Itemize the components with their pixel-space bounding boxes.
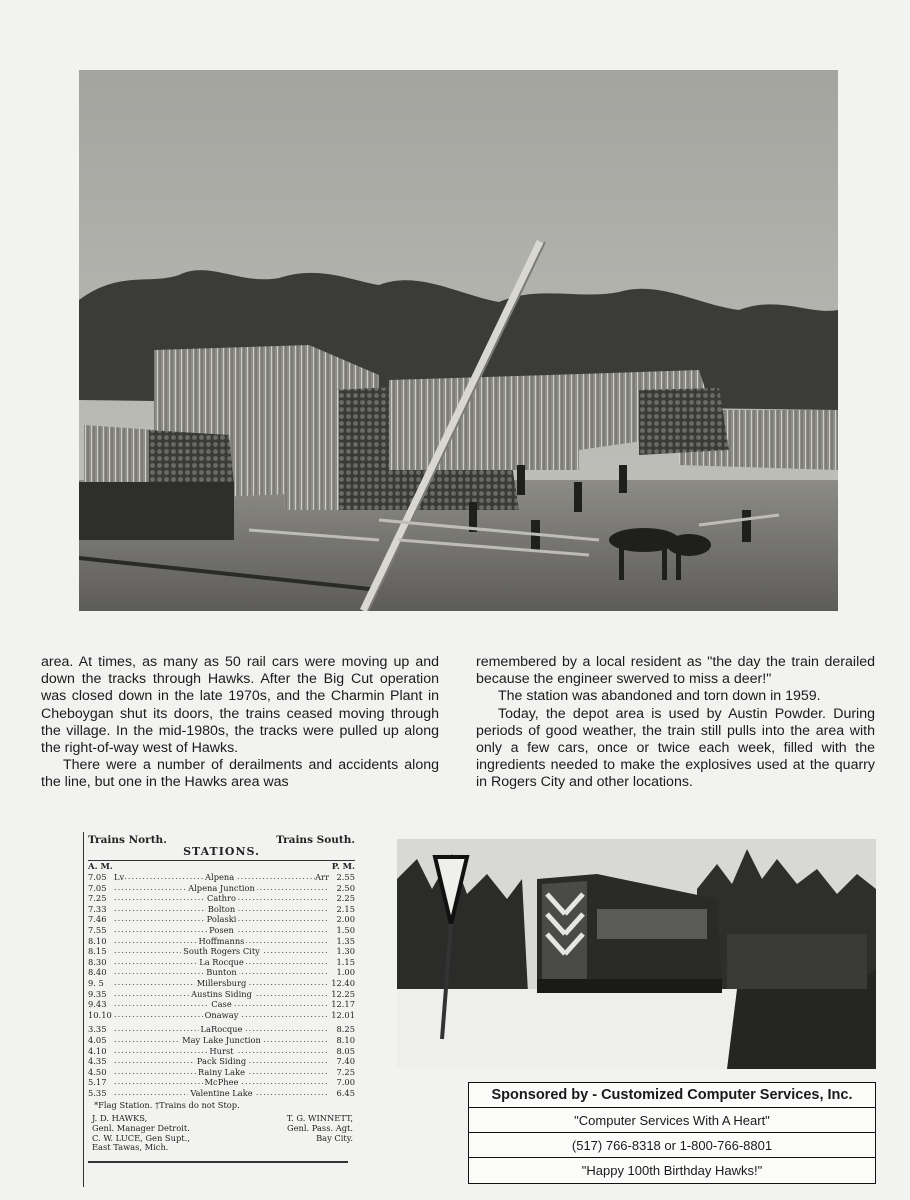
- am-time: 4.50: [88, 1066, 107, 1077]
- trains-north-heading: Trains North.: [88, 834, 167, 846]
- pm-time: 1.15: [336, 956, 355, 967]
- timetable-row: [88, 1046, 355, 1057]
- am-time: 9.35: [88, 988, 107, 999]
- station-name: ..... Austins Siding: [191, 988, 252, 999]
- am-time: 9. 5: [88, 977, 104, 988]
- am-time: 8.40: [88, 967, 107, 978]
- station-name: ..... Bunton: [206, 967, 237, 978]
- am-time: 8.30: [88, 956, 107, 967]
- officer-line: J. D. HAWKS,: [92, 1113, 148, 1124]
- station-name: ..... Posen: [209, 924, 234, 935]
- timetable-row: [88, 1067, 355, 1078]
- station-name: ..... South Rogers City: [183, 946, 260, 957]
- timetable-group-2: [88, 1024, 355, 1098]
- sponsor-slogan: "Computer Services With A Heart": [469, 1108, 875, 1133]
- am-time: 7.05: [88, 882, 107, 893]
- station-name: ..... Millersburg: [196, 977, 247, 988]
- station-name: ..... McPhee: [204, 1077, 239, 1088]
- article-paragraph: Today, the depot area is used by Austin Powder. During periods of good weather, the train still pulls into the area with only a few cars, once or twice each week, filled with the ingredients needed to make the explosives used at the quarry in Rogers City and other locations.: [476, 705, 875, 791]
- am-time: 7.46: [88, 914, 107, 925]
- am-time: 7.05: [88, 872, 107, 882]
- pm-time: 2.15: [336, 903, 355, 914]
- article-paragraph: area. At times, as many as 50 rail cars were moving up and down the tracks through Hawks. After the Big Cut operation was closed down in the late 1970s, and the Charmin Plant in Cheboygan shut its doors, the trains ceased moving through the village. In the mid-1980s, the tracks were pulled up along the right-of-way west of Hawks.: [41, 654, 439, 757]
- am-time: 8.15: [88, 946, 107, 957]
- article-right-column: [476, 654, 875, 792]
- officers-left: [88, 1114, 190, 1152]
- timetable-row: [88, 967, 355, 978]
- timetable-row: [88, 1035, 355, 1046]
- am-time: 3.35: [88, 1024, 107, 1035]
- pm-time: 2.50: [336, 882, 355, 893]
- timetable-group-1: [88, 872, 355, 1020]
- pm-time: 12.17: [331, 999, 355, 1010]
- railroad-timetable: [83, 832, 355, 1187]
- station-name: ..... May Lake Junction: [182, 1034, 261, 1045]
- timetable-row: [88, 1010, 355, 1021]
- timetable-row: [88, 914, 355, 925]
- timetable-header: [88, 832, 355, 846]
- timetable-row: [88, 1056, 355, 1067]
- timetable-row: [88, 936, 355, 947]
- am-time: 9.43: [88, 999, 107, 1010]
- pm-time: 2.00: [336, 914, 355, 925]
- pm-time: 1.00: [336, 967, 355, 978]
- article-paragraph: There were a number of derailments and accidents along the line, but one in the Hawks area was: [41, 757, 439, 791]
- station-name: ..... Onaway: [204, 1009, 239, 1020]
- station-name: ..... Alpena Junction: [188, 882, 255, 893]
- am-time: 5.17: [88, 1077, 107, 1088]
- pm-time: 12.01: [331, 1009, 355, 1020]
- pm-label: P. M.: [331, 862, 355, 872]
- station-name: ..... Case: [211, 999, 232, 1010]
- timetable-officers: [88, 1114, 355, 1152]
- timetable-row: [88, 1077, 355, 1088]
- article-left-column: [41, 654, 439, 792]
- timetable-column-labels: [88, 862, 355, 872]
- am-time: 8.10: [88, 935, 107, 946]
- officer-line: C. W. LUCE, Gen Supt.,: [92, 1132, 190, 1143]
- timetable-row: [88, 1088, 355, 1099]
- station-name: ..... Alpena: [205, 872, 235, 882]
- am-time: 5.35: [88, 1087, 107, 1098]
- timetable-row: [88, 989, 355, 1000]
- pm-time: 7.25: [336, 1066, 355, 1077]
- pm-time: 8.10: [336, 1034, 355, 1045]
- officer-line: East Tawas, Mich.: [92, 1142, 169, 1153]
- sponsor-phone: (517) 766-8318 or 1-800-766-8801: [469, 1133, 875, 1158]
- pm-time: 7.40: [336, 1056, 355, 1067]
- station-name: ..... Valentine Lake: [190, 1087, 253, 1098]
- timetable-row: [88, 883, 355, 894]
- pm-time: 2.25: [336, 893, 355, 904]
- timetable-row: [88, 904, 355, 915]
- timetable-row: [88, 999, 355, 1010]
- pm-time: 12.40: [331, 977, 355, 988]
- leave-marker: Lv: [114, 872, 125, 882]
- timetable-row: [88, 957, 355, 968]
- officer-line: T. G. WINNETT,: [286, 1113, 353, 1124]
- officer-line: Bay City.: [316, 1132, 353, 1143]
- station-name: ..... Rainy Lake: [197, 1066, 246, 1077]
- pm-time: 8.25: [336, 1024, 355, 1035]
- timetable-row: [88, 946, 355, 957]
- am-time: 7.33: [88, 903, 107, 914]
- am-time: 4.05: [88, 1034, 107, 1045]
- pm-time: 8.05: [336, 1045, 355, 1056]
- sponsor-box: [468, 1082, 876, 1184]
- article-paragraph: remembered by a local resident as "the day the train derailed because the engineer swerved to miss a deer!": [476, 654, 875, 688]
- pm-time: 2.55: [336, 872, 355, 882]
- officer-line: Genl. Manager Detroit.: [92, 1123, 190, 1134]
- pm-time: 1.30: [336, 946, 355, 957]
- am-time: 4.35: [88, 1056, 107, 1067]
- station-name: ..... Cathro: [207, 893, 236, 904]
- sponsor-greeting: "Happy 100th Birthday Hawks!": [581, 1163, 763, 1178]
- pm-time: 1.50: [336, 924, 355, 935]
- station-name: ..... La Rocque: [199, 956, 244, 967]
- station-name: ..... Polaski: [206, 914, 237, 925]
- timetable-footnote: *Flag Station. †Trains do not Stop.: [94, 1100, 240, 1111]
- station-name: ..... LaRocque: [200, 1024, 243, 1035]
- arrive-marker: Arr: [315, 872, 329, 882]
- am-time: 7.25: [88, 893, 107, 904]
- station-name: ..... Bolton: [207, 903, 236, 914]
- station-name: ..... Hoffmanns: [198, 935, 245, 946]
- timetable-row: [88, 872, 355, 883]
- timetable-row: [88, 978, 355, 989]
- pm-time: 6.45: [336, 1087, 355, 1098]
- station-name: ..... Pack Siding: [196, 1056, 247, 1067]
- am-label: A. M.: [88, 862, 113, 872]
- am-time: 7.55: [88, 924, 107, 935]
- am-time: 4.10: [88, 1045, 107, 1056]
- stations-heading: STATIONS.: [183, 845, 260, 858]
- historic-log-yard-photo: [79, 70, 838, 611]
- timetable-row: [88, 925, 355, 936]
- trains-south-heading: Trains South.: [276, 834, 355, 846]
- timetable-row: [88, 1024, 355, 1035]
- pm-time: 1.35: [336, 935, 355, 946]
- officer-line: Genl. Pass. Agt.: [286, 1123, 353, 1134]
- station-name: ..... Hurst: [209, 1045, 234, 1056]
- pm-time: 12.25: [331, 988, 355, 999]
- officers-right: [287, 1114, 353, 1152]
- am-time: 10.10: [88, 1009, 112, 1020]
- pm-time: 7.00: [336, 1077, 355, 1088]
- timetable-row: [88, 893, 355, 904]
- article-paragraph: The station was abandoned and torn down in 1959.: [498, 688, 821, 705]
- modern-train-photo: [397, 839, 876, 1069]
- sponsor-title: Sponsored by - Customized Computer Services, Inc.: [469, 1083, 875, 1108]
